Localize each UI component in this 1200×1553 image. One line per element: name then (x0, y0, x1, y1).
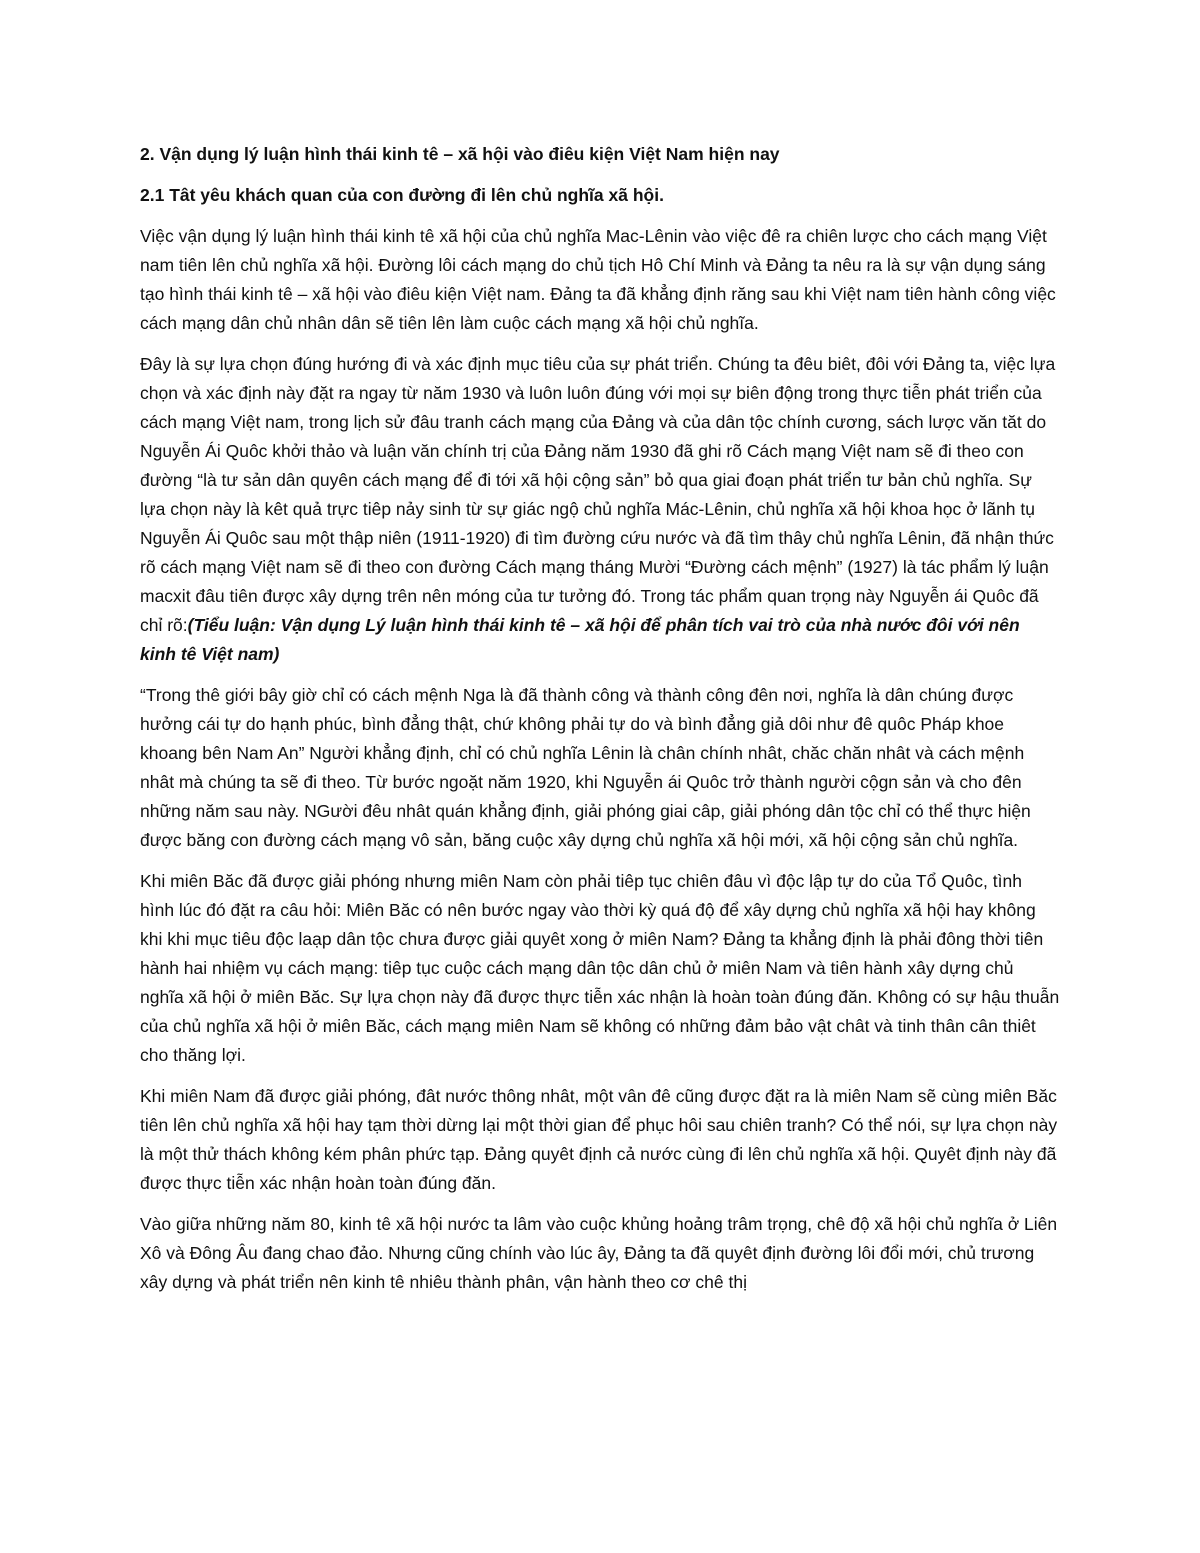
paragraph-2-emphasis: (Tiểu luận: Vận dụng Lý luận hình thái kinh tê – xã hội để phân tích vai trò của nhà nước đôi với nên kinh tê Việt nam) (140, 615, 1020, 664)
paragraph-5: Khi miên Nam đã được giải phóng, đât nước thông nhât, một vân đê cũng được đặt ra là miên Nam sẽ cùng miên Băc tiên lên chủ nghĩa xã hội hay tạm thời dừng lại một thời gian để phục hôi sau chiên tranh? Có thể nói, sự lựa chọn này là một thử thách không kém phân phức tạp. Đảng quyêt định cả nước cùng đi lên chủ nghĩa xã hội. Quyêt định này đã được thực tiễn xác nhận hoàn toàn đúng đăn. (140, 1086, 1058, 1193)
paragraph-1: Việc vận dụng lý luận hình thái kinh tê xã hội của chủ nghĩa Mac-Lênin vào việc đê ra chiên lược cho cách mạng Việt nam tiên lên chủ nghĩa xã hội. Đường lôi cách mạng do chủ tịch Hô Chí Minh và Đảng ta nêu ra là sự vận dụng sáng tạo hình thái kinh tê – xã hội vào điêu kiện Việt nam. Đảng ta đã khẳng định răng sau khi Việt nam tiên hành công việc cách mạng dân chủ nhân dân sẽ tiên lên làm cuộc cách mạng xã hội chủ nghĩa. (140, 226, 1056, 333)
subsection-heading: 2.1 Tât yêu khách quan của con đường đi lên chủ nghĩa xã hội. (140, 185, 664, 205)
paragraph-6: Vào giữa những năm 80, kinh tê xã hội nước ta lâm vào cuộc khủng hoảng trâm trọng, chê độ xã hội chủ nghĩa ở Liên Xô và Đông Âu đang chao đảo. Nhưng cũng chính vào lúc ây, Đảng ta đã quyêt định đường lôi đổi mới, chủ trương xây dựng và phát triển nên kinh tê nhiêu thành phân, vận hành theo cơ chê thị (140, 1214, 1058, 1292)
section-heading: 2. Vận dụng lý luận hình thái kinh tê – xã hội vào điêu kiện Việt Nam hiện nay (140, 144, 780, 164)
paragraph-3: “Trong thê giới bây giờ chỉ có cách mệnh Nga là đã thành công và thành công đên nơi, nghĩa là dân chúng được hưởng cái tự do hạnh phúc, bình đẳng thật, chứ không phải tự do và bình đẳng giả dôi như đê quôc Pháp khoe khoang bên Nam An” Người khẳng định, chỉ có chủ nghĩa Lênin là chân chính nhât, chăc chăn nhât và cách mệnh nhât mà chúng ta sẽ đi theo. Từ bước ngoặt năm 1920, khi Nguyễn ái Quôc trở thành người cộgn sản và cho đên những năm sau này. NGười đêu nhât quán khẳng định, giải phóng giai câp, giải phóng dân tộc chỉ có thể thực hiện được băng con đường cách mạng vô sản, băng cuộc xây dựng chủ nghĩa xã hội mới, xã hội cộng sản chủ nghĩa. (140, 685, 1031, 850)
paragraph-2 (140, 350, 1060, 669)
paragraph-4: Khi miên Băc đã được giải phóng nhưng miên Nam còn phải tiêp tục chiên đâu vì độc lập tự do của Tổ Quôc, tình hình lúc đó đặt ra câu hỏi: Miên Băc có nên bước ngay vào thời kỳ quá độ để xây dựng chủ nghĩa xã hội hay không khi khi mục tiêu độc laạp dân tộc chưa được giải quyêt xong ở miên Nam? Đảng ta khẳng định là phải đông thời tiên hành hai nhiệm vụ cách mạng: tiêp tục cuộc cách mạng dân tộc dân chủ ở miên Nam và tiên hành xây dựng chủ nghĩa xã hội ở miên Băc. Sự lựa chọn này đã được thực tiễn xác nhận là hoàn toàn đúng đăn. Không có sự hậu thuẫn của chủ nghĩa xã hội ở miên Băc, cách mạng miên Nam sẽ không có những đảm bảo vật chât và tinh thân cân thiêt cho thăng lợi. (140, 871, 1060, 1065)
paragraph-2-text: Đây là sự lựa chọn đúng hướng đi và xác định mục tiêu của sự phát triển. Chúng ta đêu biêt, đôi với Đảng ta, việc lựa chọn và xác định này đặt ra ngay từ năm 1930 và luôn luôn đúng với mọi sự biên động trong thực tiễn phát triển của cách mạng Việt nam, trong lịch sử đâu tranh cách mạng của Đảng và của dân tộc chính cương, sách lược văn tăt do Nguyễn Ái Quôc khởi thảo và luận văn chính trị của Đảng năm 1930 đã ghi rõ Cách mạng Việt nam sẽ đi theo con đường “là tư sản dân quyên cách mạng để đi tới xã hội cộng sản” bỏ qua giai đoạn phát triển tư bản chủ nghĩa. Sự lựa chọn này là kêt quả trực tiêp nảy sinh từ sự giác ngộ chủ nghĩa Mác-Lênin, chủ nghĩa xã hội khoa học ở lãnh tụ Nguyễn Ái Quôc sau một thập niên (1911-1920) đi tìm đường cứu nước và đã tìm thây chủ nghĩa Lênin, đã nhận thức rõ cách mạng Việt nam sẽ đi theo con đường Cách mạng tháng Mười “Đường cách mệnh” (1927) là tác phẩm lý luận macxit đâu tiên được xây dựng trên nên móng của tư tưởng đó. Trong tác phẩm quan trọng này Nguyễn ái Quôc đã chỉ rõ: (140, 354, 1056, 635)
document-page (140, 140, 1060, 1309)
